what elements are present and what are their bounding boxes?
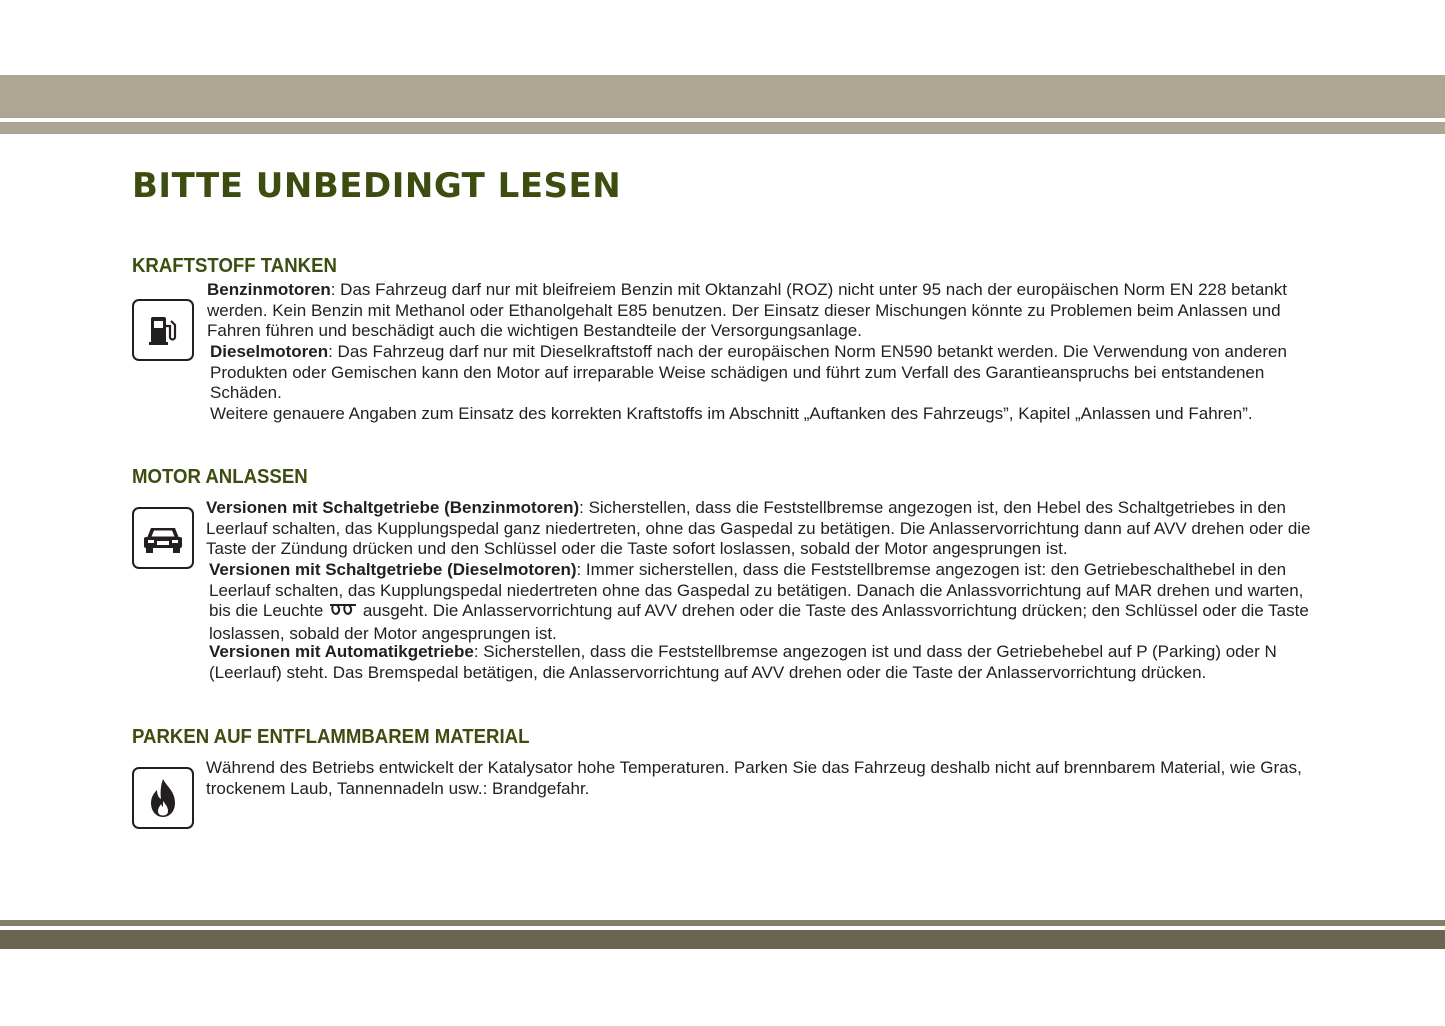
header-band (0, 75, 1445, 118)
start-manual-petrol-label: Versionen mit Schaltgetriebe (Benzinmotoren) (206, 498, 580, 517)
section-title-engine-start: MOTOR ANLASSEN (132, 466, 308, 488)
fuel-petrol-text: : Das Fahrzeug darf nur mit bleifreiem Benzin mit Oktanzahl (ROZ) nicht unter 95 nach der europäischen Norm EN 228 betankt werden. Kein Benzin mit Methanol oder Ethanolgehalt E85 benutzen. Der Einsatz dieser Mischungen könnte zu Problemen beim Anlassen und Fahren führen und beschädigt auch die wichtigen Bestandteile der Versorgungsanlage. (207, 280, 1287, 341)
start-manual-diesel-label: Versionen mit Schaltgetriebe (Dieselmotoren) (209, 560, 577, 579)
parking-warning-text: Während des Betriebs entwickelt der Katalysator hohe Temperaturen. Parken Sie das Fahrzeug deshalb nicht auf brennbarem Material, wie Gras, trockenem Laub, Tannennadeln usw.: Brandgefahr. (206, 758, 1302, 798)
parking-warning-paragraph (206, 758, 1311, 799)
fuel-reference-text: Weitere genauere Angaben zum Einsatz des korrekten Kraftstoffs im Abschnitt „Auftanken des Fahrzeugs”, Kapitel „Anlassen und Fahren”. (210, 404, 1253, 423)
start-manual-diesel-paragraph (206, 560, 1314, 644)
fuel-petrol-label: Benzinmotoren (207, 280, 331, 299)
fuel-pump-icon (132, 299, 194, 361)
flame-icon (132, 767, 194, 829)
start-manual-diesel-text: : Immer sicherstellen, dass die Feststellbremse angezogen ist: den Getriebeschalthebel in den Leerlauf schalten, das Kupplungspedal niedertreten ohne das Gaspedal zu betätigen. Danach die Anlassvorrichtung auf MAR drehen und warten, bis die Leuchte (209, 560, 1304, 621)
fuel-petrol-paragraph (207, 280, 1307, 342)
fuel-diesel-paragraph (207, 342, 1310, 404)
footer-stripe (0, 920, 1445, 926)
start-automatic-text: : Sicherstellen, dass die Feststellbremse angezogen ist und dass der Getriebehebel auf P (Parking) oder N (Leerlauf) steht. Das Bremspedal betätigen, die Anlasservorrichtung auf AVV drehen oder die Taste der Anlasservorrichtung drücken. (209, 642, 1277, 682)
start-manual-diesel-text-after: ausgeht. Die Anlasservorrichtung auf AVV drehen oder die Taste des Anlassvorrichtung drücken; den Schlüssel oder die Taste loslassen, sobald der Motor angesprungen ist. (209, 601, 1309, 643)
glow-plug-icon (328, 602, 358, 624)
section-title-parking: PARKEN AUF ENTFLAMMBAREM MATERIAL (132, 726, 530, 748)
start-manual-petrol-paragraph (206, 498, 1311, 560)
fuel-diesel-text: : Das Fahrzeug darf nur mit Dieselkraftstoff nach der europäischen Norm EN590 betankt werden. Die Verwendung von anderen Produkten oder Gemischen kann den Motor auf irreparable Weise schädigen und führt zum Verfall des Garantieanspruchs bei entstandenen Schäden. (210, 342, 1287, 403)
car-icon (132, 507, 194, 569)
start-manual-petrol-text: : Sicherstellen, dass die Feststellbremse angezogen ist, den Hebel des Schaltgetriebes in den Leerlauf schalten, das Kupplungspedal ganz niedertreten, ohne das Gaspedal zu betätigen. Die Anlasservorrichtung dann auf AVV drehen oder die Taste der Zündung drücken und den Schlüssel oder die Taste sofort loslassen, sobald der Motor angesprungen ist. (206, 498, 1311, 559)
start-automatic-label: Versionen mit Automatikgetriebe (209, 642, 474, 661)
section-title-fuel: KRAFTSTOFF TANKEN (132, 255, 337, 277)
header-stripe (0, 122, 1445, 134)
fuel-reference-paragraph (207, 404, 1370, 425)
page-title: BITTE UNBEDINGT LESEN (132, 166, 622, 206)
fuel-diesel-label: Dieselmotoren (210, 342, 329, 361)
start-automatic-paragraph (206, 642, 1314, 683)
footer-band (0, 930, 1445, 949)
